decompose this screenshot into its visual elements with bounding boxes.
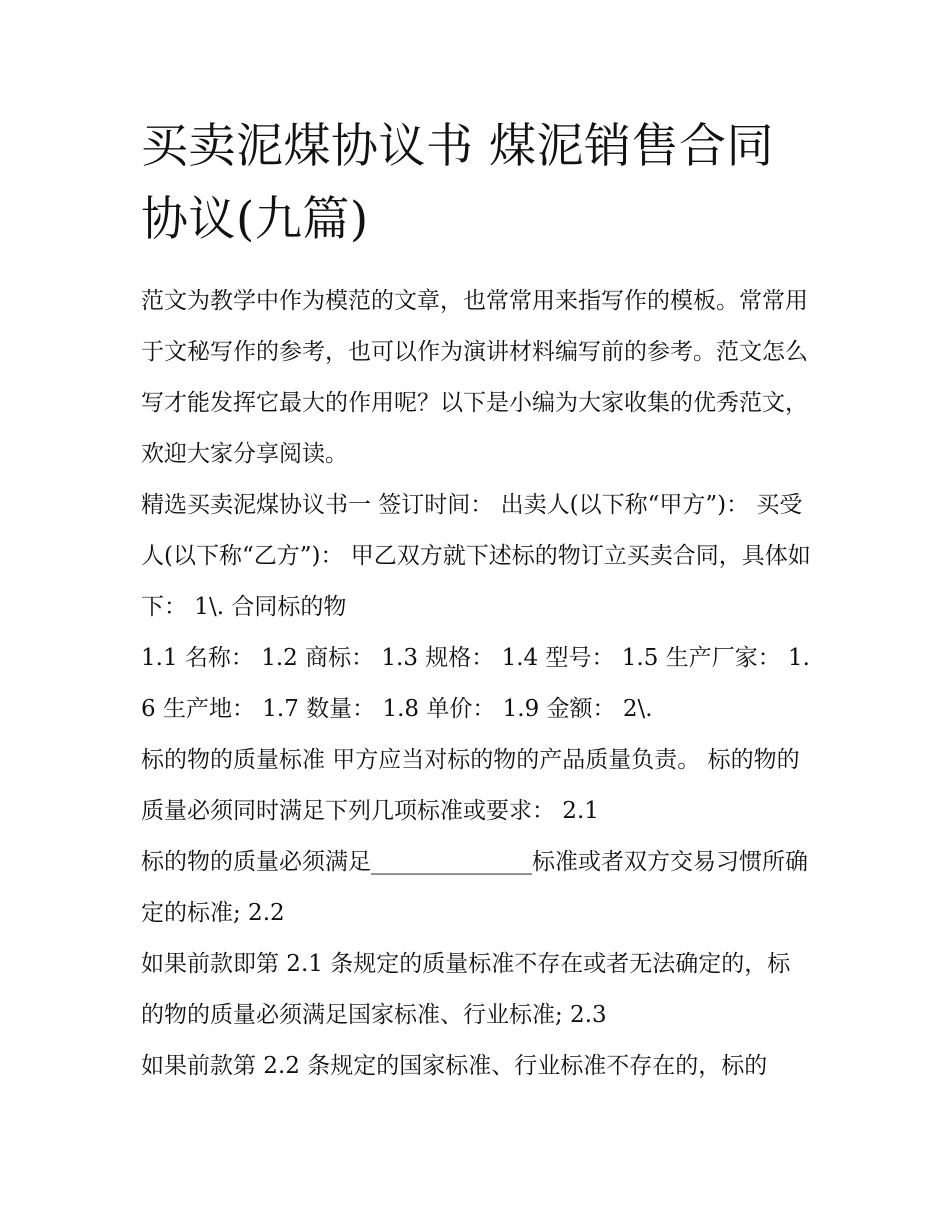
document-page [141, 110, 813, 1092]
intro-paragraph: 范文为教学中作为模范的文章，也常常用来指写作的模板。常常用于文秘写作的参考，也可以作为演讲材料编写前的参考。范文怎么写才能发挥它最大的作用呢？以下是小编为大家收集的优秀范文，欢迎大家分享阅读。 [141, 288, 808, 467]
contract-header-paragraph: 精选买卖泥煤协议书一 签订时间： 出卖人(以下称“甲方”)： 买受人(以下称“乙方”)： 甲乙双方就下述标的物订立买卖合同，具体如下： 1\. 合同标的物 [141, 492, 811, 620]
subject-matter-items-paragraph: 1.1 名称： 1.2 商标： 1.3 规格： 1.4 型号： 1.5 生产厂家： 1.6 生产地： 1.7 数量： 1.8 单价： 1.9 金额： 2\. [141, 645, 810, 722]
clause-2-1-paragraph: 标的物的质量必须满足______________标准或者双方交易习惯所确定的标准; 2.2 [141, 849, 808, 926]
clause-2-2-paragraph: 如果前款即第 2.1 条规定的质量标准不存在或者无法确定的，标的物的质量必须满足国家标准、行业标准; 2.3 [141, 951, 791, 1028]
quality-standard-paragraph: 标的物的质量标准 甲方应当对标的物的产品质量负责。 标的物的质量必须同时满足下列几项标准或要求： 2.1 [141, 747, 800, 824]
clause-2-3-paragraph: 如果前款第 2.2 条规定的国家标准、行业标准不存在的，标的 [141, 1053, 768, 1079]
document-body [141, 276, 813, 1092]
document-title: 买卖泥煤协议书 煤泥销售合同协议(九篇) [141, 119, 774, 247]
